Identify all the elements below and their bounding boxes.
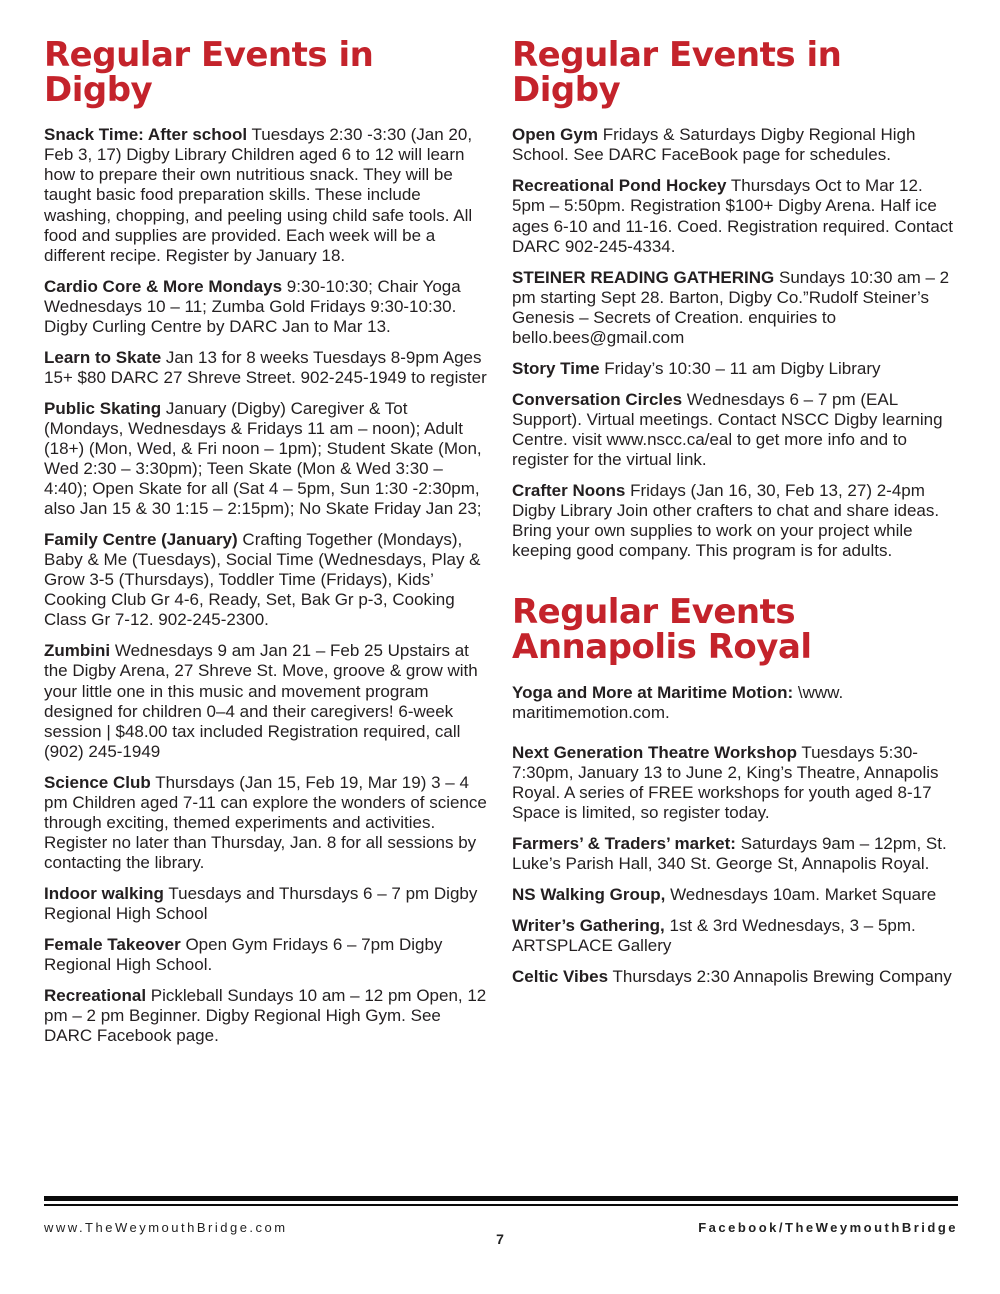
- event-ns-walking-group: [512, 885, 958, 905]
- event-body: Tuesdays 5:30-7:30pm, January 13 to June 2, King’s Theatre, Annapolis Royal. A series of FREE workshops for youth aged 8-17 Space is limited, so register today.: [512, 742, 939, 822]
- event-body: Fridays (Jan 16, 30, Feb 13, 27) 2-4pm Digby Library Join other crafters to chat and share ideas. Bring your own supplies to work on your project while keeping good company. This program is for adults.: [512, 481, 940, 561]
- event-lead: Learn to Skate: [44, 347, 162, 367]
- event-indoor-walking: [44, 884, 490, 924]
- event-cardio-core: [44, 277, 490, 337]
- event-lead: Public Skating: [44, 398, 162, 418]
- event-body: Thursdays 2:30 Annapolis Brewing Company: [612, 967, 952, 987]
- event-crafter-noons: [512, 481, 958, 561]
- event-lead: Female Takeover: [44, 935, 181, 955]
- event-learn-to-skate: [44, 348, 490, 388]
- event-body: Tuesdays 2:30 -3:30 (Jan 20, Feb 3, 17) Digby Library Children aged 6 to 12 will learn how to prepare their own nutritious snack. They will be taught basic food preparation skills. These include washing, chopping, and peeling using child safe tools. All food and supplies are provided. Each week will be a different recipe. Register by January 18.: [44, 125, 473, 265]
- event-body: Sundays 10:30 am – 2 pm starting Sept 28. Barton, Digby Co.”Rudolf Steiner’s Genesis – Secrets of Creation. enquiries to bello.bees@gmail.com: [512, 267, 950, 347]
- event-lead: Celtic Vibes: [512, 967, 609, 987]
- footer-divider-rule: [44, 1196, 958, 1206]
- event-body: Fridays & Saturdays Digby Regional High School. See DARC FaceBook page for schedules.: [512, 125, 916, 165]
- left-column: [44, 35, 490, 1057]
- event-lead: Next Generation Theatre Workshop: [512, 742, 797, 762]
- event-body: Pickleball Sundays 10 am – 12 pm Open, 12 pm – 2 pm Beginner. Digby Regional High Gym. See DARC Facebook page.: [44, 986, 487, 1046]
- event-family-centre: [44, 530, 490, 630]
- event-body: January (Digby) Caregiver & Tot (Mondays, Wednesdays & Fridays 11 am – noon); Adult (18+) (Mon, Wed, & Fri noon – 1pm); Student Skate (Mon, Wed 2:30 – 3:30pm); Teen Skate (Mon & Wed 3:30 – 4:40); Open Skate for all (Sat 4 – 5pm, Sun 1:30 -2:30pm, also Jan 15 & 30 1:15 – 2:15pm); No Skate Friday Jan 23;: [44, 398, 482, 519]
- event-farmers-market: [512, 834, 958, 874]
- event-celtic-vibes: [512, 967, 958, 987]
- event-snack-time: [44, 125, 490, 265]
- event-body: Saturdays 9am – 12pm, St. Luke’s Parish Hall, 340 St. George St, Annapolis Royal.: [512, 833, 947, 873]
- event-body: Friday’s 10:30 – 11 am Digby Library: [604, 358, 881, 378]
- event-lead: Recreational Pond Hockey: [512, 176, 727, 196]
- footer-facebook-text: Facebook/TheWeymouthBridge: [698, 1220, 958, 1235]
- event-body: Wednesdays 9 am Jan 21 – Feb 25 Upstairs at the Digby Arena, 27 Shreve St. Move, groove & grow with your little one in this music and movement program designed for children 0–4 and their caregivers! 6-week session | $48.00 tax included Registration required, call (902) 245-1949: [44, 641, 478, 761]
- event-lead: Story Time: [512, 358, 600, 378]
- event-lead: Writer’s Gathering,: [512, 916, 665, 935]
- event-lead: NS Walking Group,: [512, 884, 666, 904]
- event-science-club: [44, 773, 490, 873]
- event-writers-gathering: [512, 916, 958, 956]
- event-body: Open Gym Fridays 6 – 7pm Digby Regional High School.: [44, 935, 443, 975]
- event-lead: Yoga and More at Maritime Motion:: [512, 682, 794, 702]
- footer-website-text: www.TheWeymouthBridge.com: [44, 1220, 288, 1235]
- event-pond-hockey: [512, 176, 958, 256]
- event-body: Tuesdays and Thursdays 6 – 7 pm Digby Regional High School: [44, 883, 478, 923]
- event-public-skating: [44, 399, 490, 519]
- two-column-layout: [44, 35, 958, 1057]
- event-theatre-workshop: [512, 743, 958, 823]
- event-lead: Science Club: [44, 772, 151, 792]
- event-steiner-reading: [512, 268, 958, 348]
- event-lead: Crafter Noons: [512, 481, 626, 501]
- event-body: \www. maritimemotion.com.: [512, 682, 844, 722]
- event-body: Wednesdays 10am. Market Square: [670, 884, 937, 904]
- section-title-annapolis: Regular Events Annapolis Royal: [512, 592, 812, 667]
- event-lead: STEINER READING GATHERING: [512, 267, 775, 287]
- event-yoga-maritime-motion: [512, 683, 958, 723]
- right-column: [512, 35, 958, 1057]
- event-body: Thursdays Oct to Mar 12. 5pm – 5:50pm. Registration $100+ Digby Arena. Half ice ages 6-10 and 11-16. Coed. Registration required. Contact DARC 902-245-4334.: [512, 176, 954, 256]
- event-female-takeover: [44, 935, 490, 975]
- event-zumbini: [44, 641, 490, 761]
- event-lead: Conversation Circles: [512, 389, 683, 409]
- section-title-digby-left: Regular Events in Digby: [44, 35, 374, 110]
- page-number: 7: [496, 1231, 504, 1247]
- event-lead: Farmers’ & Traders’ market:: [512, 833, 736, 853]
- event-body: Wednesdays 6 – 7 pm (EAL Support). Virtual meetings. Contact NSCC Digby learning Centre. visit www.nscc.ca/eal to get more info and to register for the virtual link.: [512, 389, 943, 469]
- event-open-gym: [512, 125, 958, 165]
- event-lead: Snack Time: After school: [44, 125, 248, 145]
- event-lead: Family Centre (January): [44, 530, 238, 550]
- event-body: 1st & 3rd Wednesdays, 3 – 5pm. ARTSPLACE Gallery: [512, 916, 916, 956]
- section-title-digby-right: Regular Events in Digby: [512, 35, 842, 110]
- event-story-time: [512, 359, 958, 379]
- event-body: 9:30-10:30; Chair Yoga Wednesdays 10 – 11; Zumba Gold Fridays 9:30-10:30. Digby Curling Centre by DARC Jan to Mar 13.: [44, 276, 461, 336]
- event-lead: Recreational: [44, 986, 147, 1006]
- event-body: Crafting Together (Mondays), Baby & Me (Tuesdays), Social Time (Wednesdays, Play & Grow 3-5 (Thursdays), Toddler Time (Fridays), Kids’ Cooking Club Gr 4-6, Ready, Set, Bak Gr p-3, Cooking Class Gr 7-12. 902-245-2300.: [44, 530, 481, 630]
- event-lead: Indoor walking: [44, 883, 164, 903]
- event-lead: Zumbini: [44, 641, 111, 661]
- event-body: Jan 13 for 8 weeks Tuesdays 8-9pm Ages 15+ $80 DARC 27 Shreve Street. 902-245-1949 to register: [44, 347, 487, 387]
- event-lead: Cardio Core & More Mondays: [44, 276, 283, 296]
- event-lead: Open Gym: [512, 125, 598, 145]
- event-recreational-pickleball: [44, 986, 490, 1046]
- event-body: Thursdays (Jan 15, Feb 19, Mar 19) 3 – 4 pm Children aged 7-11 can explore the wonders of science through exciting, themed experiments and activities. Register no later than Thursday, Jan. 8 for all sessions by contacting the library.: [44, 772, 487, 872]
- event-conversation-circles: [512, 390, 958, 470]
